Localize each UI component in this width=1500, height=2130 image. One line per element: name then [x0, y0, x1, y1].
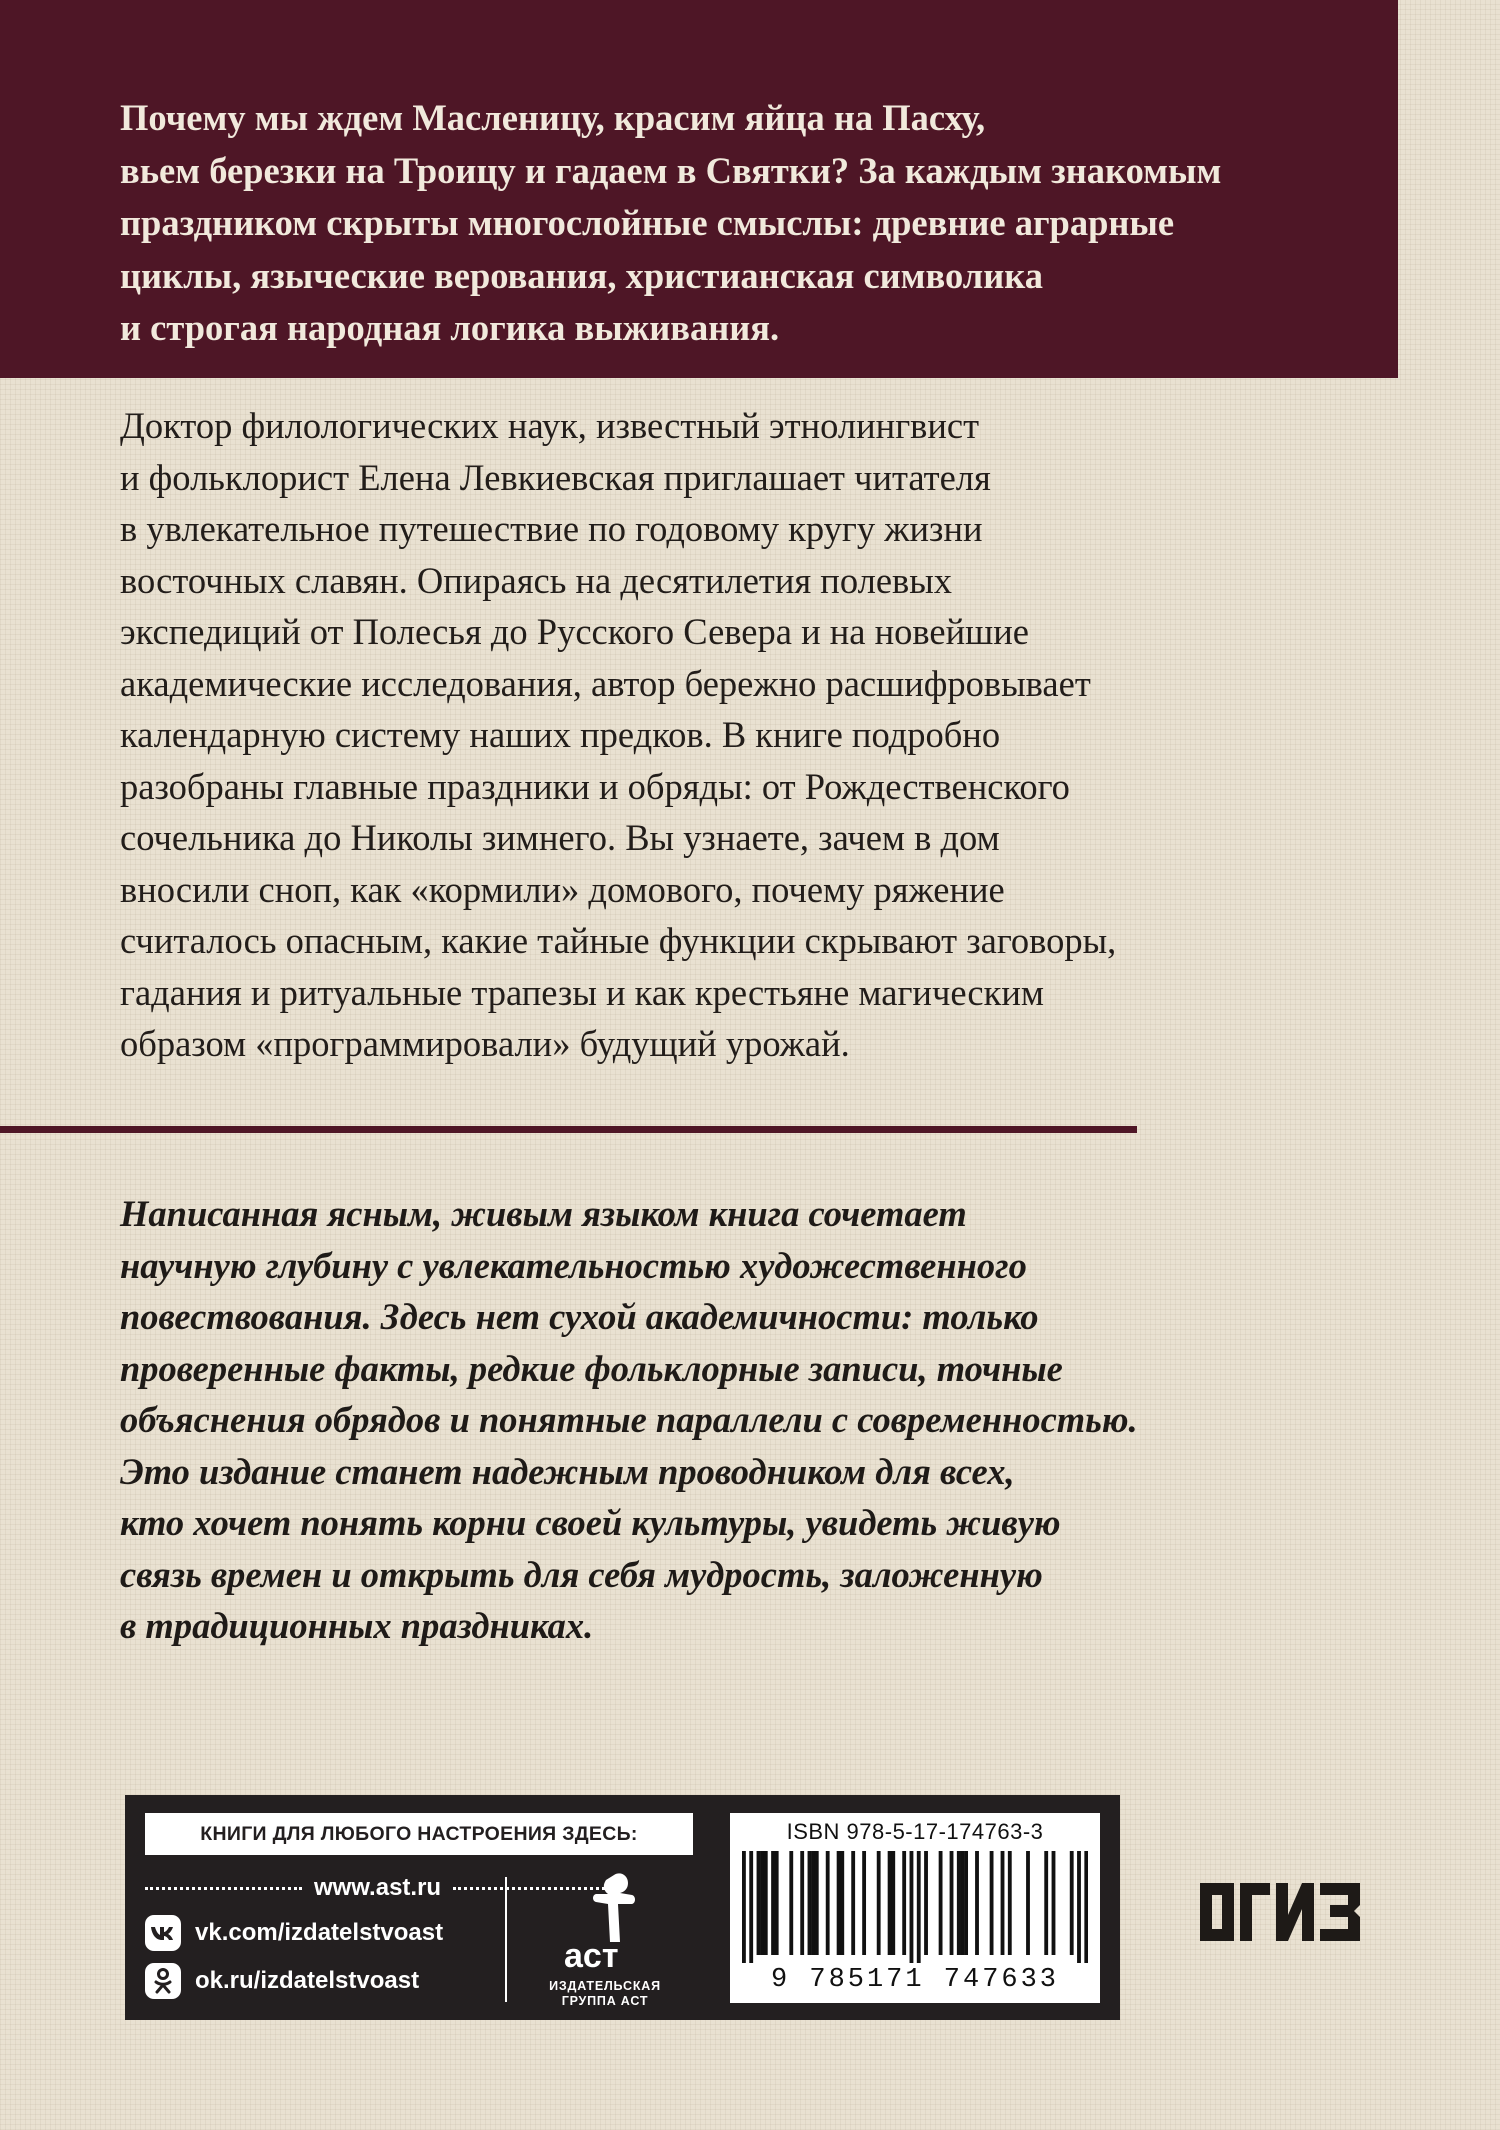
- barcode-bar: [1026, 1851, 1030, 1955]
- barcode-bar: [749, 1851, 753, 1963]
- summary-line: повествования. Здесь нет сухой академичности: только: [120, 1296, 1039, 1337]
- hook-text: [120, 92, 1360, 355]
- description-line: считалось опасным, какие тайные функции скрывают заговоры,: [120, 920, 1117, 961]
- isbn-label: ISBN 978-5-17-174763-3: [786, 1819, 1044, 1844]
- dotted-rule: [145, 1887, 302, 1890]
- barcode-bar: [760, 1851, 764, 1955]
- barcode-image: [742, 1851, 1088, 1963]
- ast-logo-text: аст: [564, 1937, 619, 1973]
- summary-line: проверенные факты, редкие фольклорные записи, точные: [120, 1347, 1063, 1389]
- hook-line: праздником скрыты многослойные смыслы: древние аграрные: [120, 202, 1175, 243]
- barcode-digits: 9 785171 747633: [770, 1965, 1060, 1995]
- hook-line: вьем березки на Троицу и гадаем в Святки? За каждым знакомым: [120, 149, 1222, 191]
- publisher-info-box: [125, 1795, 1120, 2020]
- barcode-card: [730, 1813, 1100, 2003]
- barcode-bar: [775, 1851, 779, 1955]
- ast-caption-line: ГРУППА АСТ: [561, 1994, 649, 2008]
- barcode-bar: [950, 1851, 954, 1955]
- description-line: восточных славян. Опираясь на десятилетия полевых: [120, 559, 953, 601]
- ast-logo: [520, 1869, 690, 2009]
- description-line: академические исследования, автор бережно расшифровывает: [120, 662, 1091, 704]
- barcode-bar: [888, 1851, 892, 1955]
- ok-row[interactable]: [145, 1963, 419, 1999]
- description-line: гадания и ритуальные трапезы и как крестьяне магическим: [120, 971, 1044, 1013]
- barcode-bar: [924, 1851, 928, 1955]
- summary-line: объяснения обрядов и понятные параллели с современностью.: [120, 1399, 1138, 1440]
- hook-line: и строгая народная логика выживания.: [120, 307, 780, 348]
- description-line: в увлекательное путешествие по годовому кругу жизни: [120, 508, 983, 549]
- barcode-bar: [975, 1851, 979, 1955]
- summary-line: кто хочет понять корни своей культуры, увидеть живую: [120, 1502, 1061, 1543]
- barcode-bar: [811, 1851, 815, 1955]
- description-line: календарную систему наших предков. В книге подробно: [120, 714, 1001, 755]
- barcode-bar: [1084, 1851, 1088, 1963]
- barcode-bar: [917, 1851, 921, 1963]
- summary-line: Написанная ясным, живым языком книга сочетает: [120, 1193, 967, 1234]
- barcode-bar: [990, 1851, 994, 1955]
- barcode-bar: [902, 1851, 906, 1955]
- summary-line: в традиционных праздниках.: [120, 1605, 594, 1646]
- section-divider: [0, 1126, 1137, 1133]
- description-text: [120, 400, 1370, 1070]
- vk-link[interactable]: vk.com/izdatelstvoast: [195, 1919, 444, 1946]
- hook-line: Почему мы ждем Масленицу, красим яйца на Пасху,: [120, 97, 986, 138]
- barcode-bar: [757, 1851, 761, 1955]
- barcode-bar: [800, 1851, 804, 1955]
- ast-logo-mark: [562, 1869, 652, 1973]
- description-line: Доктор филологических наук, известный этнолингвист: [120, 405, 980, 446]
- description-line: образом «программировали» будущий урожай.: [120, 1023, 850, 1064]
- barcode-bar: [851, 1851, 855, 1955]
- barcode-bar: [1070, 1851, 1074, 1955]
- barcode-bar: [891, 1851, 895, 1955]
- barcode-bar: [837, 1851, 841, 1955]
- vk-icon-glyph: [150, 1925, 176, 1941]
- barcode-bar: [961, 1851, 965, 1955]
- barcode-bar: [957, 1851, 961, 1955]
- barcode-bar: [815, 1851, 819, 1955]
- website-link[interactable]: www.ast.ru: [313, 1874, 442, 1901]
- ast-caption-line: ИЗДАТЕЛЬСКАЯ: [549, 1979, 661, 1993]
- barcode-bar: [1044, 1851, 1048, 1955]
- summary-line: Это издание станет надежным проводником для всех,: [120, 1450, 1015, 1492]
- description-line: экспедиций от Полесья до Русского Севера и на новейшие: [120, 611, 1029, 652]
- vk-row[interactable]: [145, 1915, 443, 1951]
- barcode-bar: [862, 1851, 866, 1955]
- barcode-bar: [764, 1851, 768, 1955]
- odnoklassniki-icon-glyph: [153, 1967, 173, 1995]
- hook-line: циклы, языческие верования, христианская символика: [120, 254, 1043, 296]
- top-banner: [0, 0, 1398, 378]
- barcode-bar: [1008, 1851, 1012, 1955]
- barcode-bar: [939, 1851, 943, 1955]
- ogiz-logo: [1196, 1877, 1366, 1947]
- description-line: и фольклорист Елена Левкиевская приглашает читателя: [120, 456, 991, 498]
- barcode-bar: [1052, 1851, 1056, 1955]
- ast-caption: [520, 1979, 690, 2009]
- summary-line: научную глубину с увлекательностью художественного: [120, 1244, 1027, 1286]
- summary-line: связь времен и открыть для себя мудрость, заложенную: [120, 1553, 1043, 1595]
- description-line: вносили сноп, как «кормили» домового, почему ряжение: [120, 868, 1005, 910]
- barcode-bar: [808, 1851, 812, 1955]
- summary-text: [120, 1188, 1380, 1652]
- barcode-bar: [826, 1851, 830, 1955]
- barcode-bar: [742, 1851, 746, 1963]
- barcode-bar: [964, 1851, 968, 1955]
- odnoklassniki-icon: [145, 1963, 181, 1999]
- ok-link[interactable]: ok.ru/izdatelstvoast: [195, 1967, 420, 1994]
- barcode-bar: [877, 1851, 881, 1955]
- vk-icon: [145, 1915, 181, 1951]
- info-box-divider: [505, 1877, 507, 2002]
- description-line: разобраны главные праздники и обряды: от Рождественского: [120, 765, 1070, 807]
- barcode-bar: [771, 1851, 775, 1955]
- promo-label: КНИГИ ДЛЯ ЛЮБОГО НАСТРОЕНИЯ ЗДЕСЬ:: [145, 1813, 693, 1855]
- ogiz-logo-text: ОГИЗ: [1196, 1877, 1199, 1878]
- barcode-bar: [1077, 1851, 1081, 1963]
- barcode-bar: [789, 1851, 793, 1955]
- barcode-bar: [840, 1851, 844, 1955]
- description-line: сочельника до Николы зимнего. Вы узнаете, зачем в дом: [120, 817, 1000, 858]
- barcode-bar: [1001, 1851, 1005, 1955]
- barcode-bar: [910, 1851, 914, 1963]
